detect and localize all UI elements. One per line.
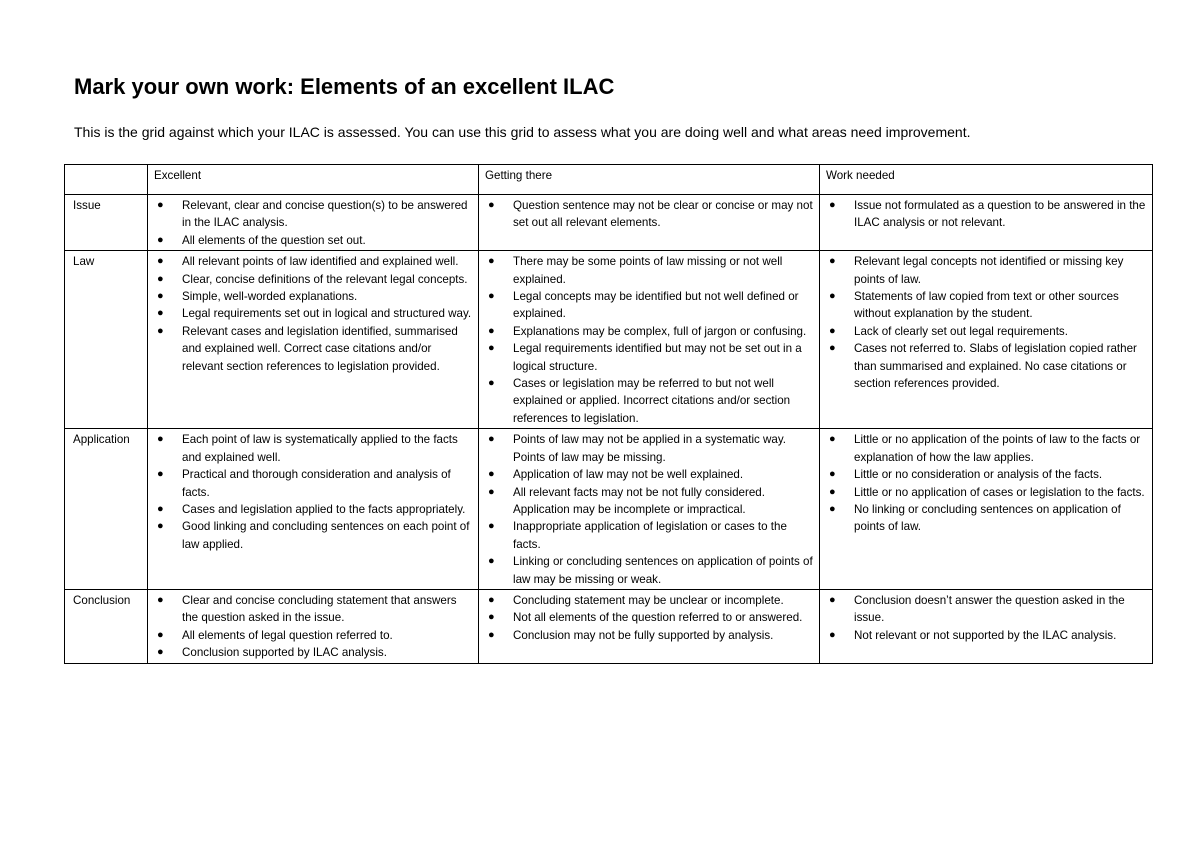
criteria-text: There may be some points of law missing or not well explained. xyxy=(513,255,783,286)
criteria-list xyxy=(154,253,473,375)
header-corner-cell xyxy=(65,165,148,195)
bullet-icon: ● xyxy=(157,646,164,659)
bullet-icon: ● xyxy=(157,433,164,446)
criteria-item xyxy=(154,288,473,305)
criteria-text: Clear, concise definitions of the relevant legal concepts. xyxy=(182,272,468,286)
criteria-text: Issue not formulated as a question to be answered in the ILAC analysis or not relevant. xyxy=(854,199,1146,230)
cell-excellent xyxy=(148,589,479,663)
criteria-item xyxy=(154,501,473,518)
criteria-text: Clear and concise concluding statement that answers the question asked in the issue. xyxy=(182,593,457,625)
criteria-item xyxy=(485,288,814,323)
cell-excellent xyxy=(148,251,479,429)
table-row xyxy=(65,195,1153,251)
bullet-icon: ● xyxy=(157,502,164,515)
criteria-list xyxy=(485,253,814,427)
criteria-text: Conclusion may not be fully supported by analysis. xyxy=(513,628,774,642)
bullet-icon: ● xyxy=(488,199,495,211)
criteria-item xyxy=(826,501,1147,536)
criteria-item xyxy=(154,197,473,232)
criteria-text: Each point of law is systematically applied to the facts and explained well. xyxy=(182,433,458,464)
criteria-text: Relevant, clear and concise question(s) to be answered in the ILAC analysis. xyxy=(182,199,468,230)
row-label: Conclusion xyxy=(65,589,148,663)
criteria-text: Little or no application of cases or legislation to the facts. xyxy=(854,485,1145,499)
bullet-icon: ● xyxy=(829,199,836,211)
criteria-item xyxy=(826,431,1147,466)
criteria-item xyxy=(485,340,814,375)
header-getting-there: Getting there xyxy=(479,165,820,195)
bullet-icon: ● xyxy=(157,233,164,246)
cell-getting-there xyxy=(479,429,820,590)
criteria-text: Legal requirements identified but may not be set out in a logical structure. xyxy=(513,342,802,373)
bullet-icon: ● xyxy=(488,468,495,481)
bullet-icon: ● xyxy=(157,628,164,641)
bullet-icon: ● xyxy=(488,255,495,268)
bullet-icon: ● xyxy=(829,628,836,641)
criteria-text: Relevant cases and legislation identified, summarised and explained well. Correct case citations and/or relevant section references to legislation provided. xyxy=(182,324,458,373)
criteria-text: All elements of the question set out. xyxy=(182,233,366,247)
cell-excellent xyxy=(148,429,479,590)
bullet-icon: ● xyxy=(488,485,495,498)
criteria-text: Application of law may not be well explained. xyxy=(513,468,744,482)
bullet-icon: ● xyxy=(829,502,836,515)
criteria-text: Inappropriate application of legislation or cases to the facts. xyxy=(513,520,787,551)
bullet-icon: ● xyxy=(829,290,836,303)
cell-work-needed xyxy=(820,589,1153,663)
criteria-list xyxy=(826,592,1147,644)
row-label: Application xyxy=(65,429,148,590)
bullet-icon: ● xyxy=(829,433,836,446)
criteria-text: Conclusion doesn’t answer the question asked in the issue. xyxy=(854,593,1125,625)
bullet-icon: ● xyxy=(157,593,164,606)
header-work-needed: Work needed xyxy=(820,165,1153,195)
criteria-list xyxy=(485,431,814,588)
header-excellent: Excellent xyxy=(148,165,479,195)
bullet-icon: ● xyxy=(157,272,164,285)
criteria-item xyxy=(826,340,1147,392)
table-row xyxy=(65,429,1153,590)
bullet-icon: ● xyxy=(157,307,164,320)
bullet-icon: ● xyxy=(488,342,495,355)
page-title: Mark your own work: Elements of an excellent ILAC xyxy=(74,74,615,99)
criteria-text: Legal requirements set out in logical and structured way. xyxy=(182,307,472,321)
criteria-list xyxy=(826,197,1147,232)
criteria-item xyxy=(154,253,473,270)
criteria-text: Cases not referred to. Slabs of legislation copied rather than summarised and explained. No case citations or section references provided. xyxy=(854,342,1137,391)
rubric-body xyxy=(65,195,1153,664)
criteria-list xyxy=(154,431,473,553)
criteria-item xyxy=(826,323,1147,340)
bullet-icon: ● xyxy=(488,520,495,533)
criteria-item xyxy=(154,271,473,288)
table-row xyxy=(65,589,1153,663)
criteria-text: Practical and thorough consideration and analysis of facts. xyxy=(182,468,451,499)
cell-work-needed xyxy=(820,195,1153,251)
criteria-item xyxy=(826,253,1147,288)
bullet-icon: ● xyxy=(488,611,495,624)
bullet-icon: ● xyxy=(157,199,164,211)
criteria-item xyxy=(485,553,814,588)
criteria-text: Simple, well-worded explanations. xyxy=(182,290,358,304)
criteria-text: Conclusion supported by ILAC analysis. xyxy=(182,646,387,660)
criteria-item xyxy=(485,592,814,609)
criteria-text: Points of law may not be applied in a systematic way. Points of law may be missing. xyxy=(513,433,787,464)
criteria-item xyxy=(826,484,1147,501)
criteria-item xyxy=(485,518,814,553)
criteria-item xyxy=(485,197,814,232)
bullet-icon: ● xyxy=(157,290,164,303)
criteria-item xyxy=(154,431,473,466)
criteria-item xyxy=(826,288,1147,323)
criteria-text: Legal concepts may be identified but not well defined or explained. xyxy=(513,290,799,321)
cell-getting-there xyxy=(479,251,820,429)
criteria-text: Statements of law copied from text or other sources without explanation by the student. xyxy=(854,290,1119,321)
criteria-item xyxy=(154,305,473,322)
criteria-text: All elements of legal question referred to. xyxy=(182,628,393,642)
criteria-list xyxy=(154,197,473,249)
row-label: Law xyxy=(65,251,148,429)
bullet-icon: ● xyxy=(488,593,495,606)
criteria-item xyxy=(485,466,814,483)
criteria-list xyxy=(485,197,814,232)
bullet-icon: ● xyxy=(157,520,164,533)
bullet-icon: ● xyxy=(488,324,495,337)
criteria-item xyxy=(485,323,814,340)
criteria-list xyxy=(826,253,1147,392)
bullet-icon: ● xyxy=(488,555,495,568)
bullet-icon: ● xyxy=(488,433,495,446)
criteria-text: Cases or legislation may be referred to but not well explained or applied. Incorrect citations and/or section references to legislation. xyxy=(513,377,791,425)
criteria-item xyxy=(154,518,473,553)
criteria-text: Good linking and concluding sentences on each point of law applied. xyxy=(182,520,470,551)
bullet-icon: ● xyxy=(829,342,836,355)
criteria-item xyxy=(485,484,814,519)
criteria-text: Question sentence may not be clear or concise or may not set out all relevant elements. xyxy=(513,199,813,230)
criteria-text: Explanations may be complex, full of jargon or confusing. xyxy=(513,324,807,338)
criteria-item xyxy=(154,323,473,375)
criteria-text: Little or no application of the points of law to the facts or explanation of how the law applies. xyxy=(854,433,1141,464)
rubric-table xyxy=(64,164,1153,664)
bullet-icon: ● xyxy=(488,377,495,390)
cell-work-needed xyxy=(820,429,1153,590)
cell-getting-there xyxy=(479,195,820,251)
criteria-text: Linking or concluding sentences on application of points of law may be missing or weak. xyxy=(513,555,813,586)
criteria-item xyxy=(826,197,1147,232)
criteria-item xyxy=(826,466,1147,483)
criteria-text: No linking or concluding sentences on application of points of law. xyxy=(854,502,1121,534)
bullet-icon: ● xyxy=(157,255,164,268)
bullet-icon: ● xyxy=(829,255,836,268)
bullet-icon: ● xyxy=(488,290,495,303)
criteria-item xyxy=(826,627,1147,644)
criteria-item xyxy=(485,609,814,626)
criteria-text: All relevant points of law identified and explained well. xyxy=(182,255,459,269)
criteria-text: Not all elements of the question referred to or answered. xyxy=(513,611,803,625)
criteria-list xyxy=(154,592,473,662)
criteria-list xyxy=(485,592,814,644)
bullet-icon: ● xyxy=(829,324,836,337)
bullet-icon: ● xyxy=(829,485,836,498)
page-subtitle: This is the grid against which your ILAC is assessed. You can use this grid to assess what you are doing well and what areas need improvement. xyxy=(74,124,971,140)
criteria-item xyxy=(154,644,473,661)
criteria-text: Lack of clearly set out legal requirements. xyxy=(854,324,1068,338)
criteria-item xyxy=(485,627,814,644)
criteria-item xyxy=(154,627,473,644)
criteria-text: Little or no consideration or analysis of the facts. xyxy=(854,468,1103,482)
cell-excellent xyxy=(148,195,479,251)
table-row xyxy=(65,251,1153,429)
criteria-item xyxy=(154,232,473,249)
criteria-item xyxy=(826,592,1147,627)
bullet-icon: ● xyxy=(829,468,836,481)
criteria-text: Not relevant or not supported by the ILAC analysis. xyxy=(854,628,1117,642)
bullet-icon: ● xyxy=(488,628,495,641)
row-label: Issue xyxy=(65,195,148,251)
bullet-icon: ● xyxy=(829,593,836,606)
criteria-item xyxy=(485,431,814,466)
cell-getting-there xyxy=(479,589,820,663)
criteria-item xyxy=(485,375,814,427)
table-header-row xyxy=(65,165,1153,195)
criteria-list xyxy=(826,431,1147,535)
bullet-icon: ● xyxy=(157,324,164,337)
criteria-text: Cases and legislation applied to the facts appropriately. xyxy=(182,502,466,516)
criteria-item xyxy=(485,253,814,288)
criteria-item xyxy=(154,466,473,501)
criteria-text: All relevant facts may not be not fully considered. Application may be incomplete or impractical. xyxy=(513,485,765,516)
cell-work-needed xyxy=(820,251,1153,429)
criteria-text: Concluding statement may be unclear or incomplete. xyxy=(513,593,784,607)
bullet-icon: ● xyxy=(157,468,164,481)
criteria-item xyxy=(154,592,473,627)
criteria-text: Relevant legal concepts not identified or missing key points of law. xyxy=(854,255,1124,286)
